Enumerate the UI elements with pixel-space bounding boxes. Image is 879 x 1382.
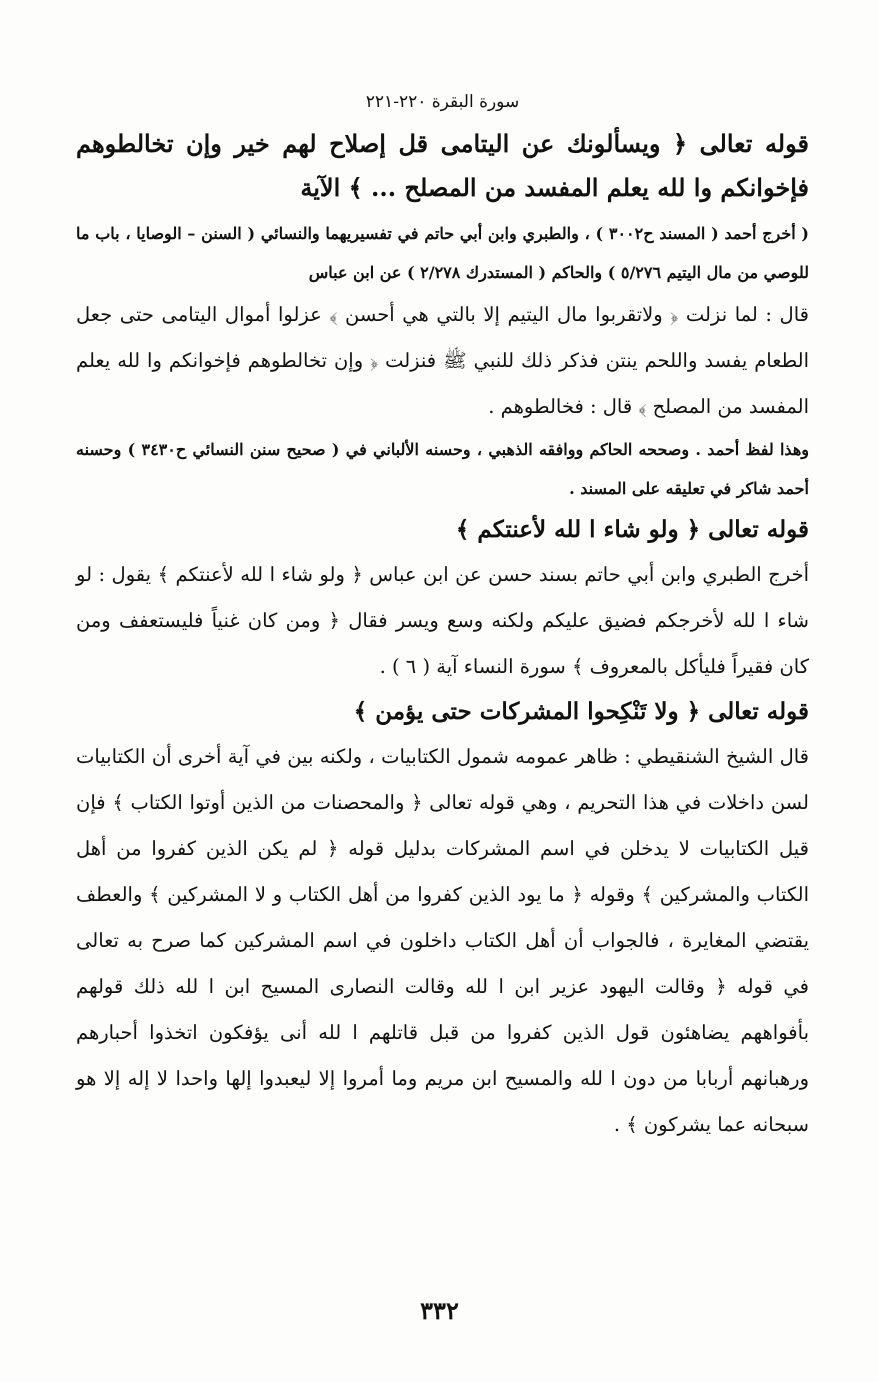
page-number: ٣٣٢	[420, 1296, 459, 1325]
hadith-source-note: ( أخرج أحمد ( المسند ح٣٠٠٢ ) ، والطبري وابن أبي حاتم في تفسيريهما والنسائي ( السنن – الوصايا ، باب ما للوصي من مال اليتيم ٥/٢٧٦ ) والحاكم ( المستدرك ٢/٢٧٨ ) عن ابن عباس	[76, 224, 810, 282]
verse-heading: قوله تعالى ﴿ ويسألونك عن اليتامى قل إصلاح لهم خير وإن تخالطوهم فإخوانكم وا لله يعلم المفسد من المصلح ... ﴾ الآية	[76, 129, 809, 202]
body-paragraph: قال : لما نزلت ﴿ ولاتقربوا مال اليتيم إلا بالتي هي أحسن ﴾ عزلوا أموال اليتامى حتى جعل الطعام يفسد واللحم ينتن فذكر ذلك للنبي ﷺ فنزلت ﴿ وإن تخالطوهم فإخوانكم وا لله يعلم المفسد من المصلح ﴾ قال : فخالطوهم .	[76, 303, 809, 418]
verse-heading: قوله تعالى ﴿ ولو شاء ا لله لأعنتكم ﴾	[455, 516, 809, 543]
body-paragraph: قال الشيخ الشنقيطي : ظاهر عمومه شمول الكتابيات ، ولكنه بين في آية أخرى أن الكتابيات لسن داخلات في هذا التحريم ، وهي قوله تعالى ﴿ والمحصنات من الذين أوتوا الكتاب ﴾ فإن قيل الكتابيات لا يدخلن في اسم المشركات بدليل قوله ﴿ لم يكن الذين كفروا من أهل الكتاب والمشركين ﴾ وقوله ﴿ ما يود الذين كفروا من أهل الكتاب و لا المشركين ﴾ والعطف يقتضي المغايرة ، فالجواب أن أهل الكتاب داخلون في اسم المشركين كما صرح به تعالى في قوله ﴿ وقالت اليهود عزير ابن ا لله وقالت النصارى المسيح ابن ا لله ذلك قولهم بأفواههم يضاهئون قول الذين كفروا من قبل قاتلهم ا لله أنى يؤفكون اتخذوا أحبارهم ورهبانهم أربابا من دون ا لله والمسيح ابن مريم وما أمروا إلا ليعبدوا إلها واحدا لا إله إلا هو سبحانه عما يشركون ﴾ .	[76, 745, 809, 1136]
grading-note: وهذا لفظ أحمد . وصححه الحاكم ووافقه الذهبي ، وحسنه الألباني في ( صحيح سنن النسائي ح٣٤٣٠ ) وحسنه أحمد شاكر في تعليقه على المسند .	[76, 440, 809, 498]
running-head: سورة البقرة ٢٢٠-٢٢١	[365, 92, 520, 112]
body-paragraph: أخرج الطبري وابن أبي حاتم بسند حسن عن ابن عباس ﴿ ولو شاء ا لله لأعنتكم ﴾ يقول : لو شاء ا لله لأخرجكم فضيق عليكم ولكنه وسع ويسر فقال ﴿ ومن كان غنياً فليستعفف ومن كان فقيراً فليأكل بالمعروف ﴾ سورة النساء آية ( ٦ ) .	[76, 563, 809, 678]
verse-heading: قوله تعالى ﴿ ولا تَنْكِحوا المشركات حتى يؤمن ﴾	[353, 698, 809, 725]
